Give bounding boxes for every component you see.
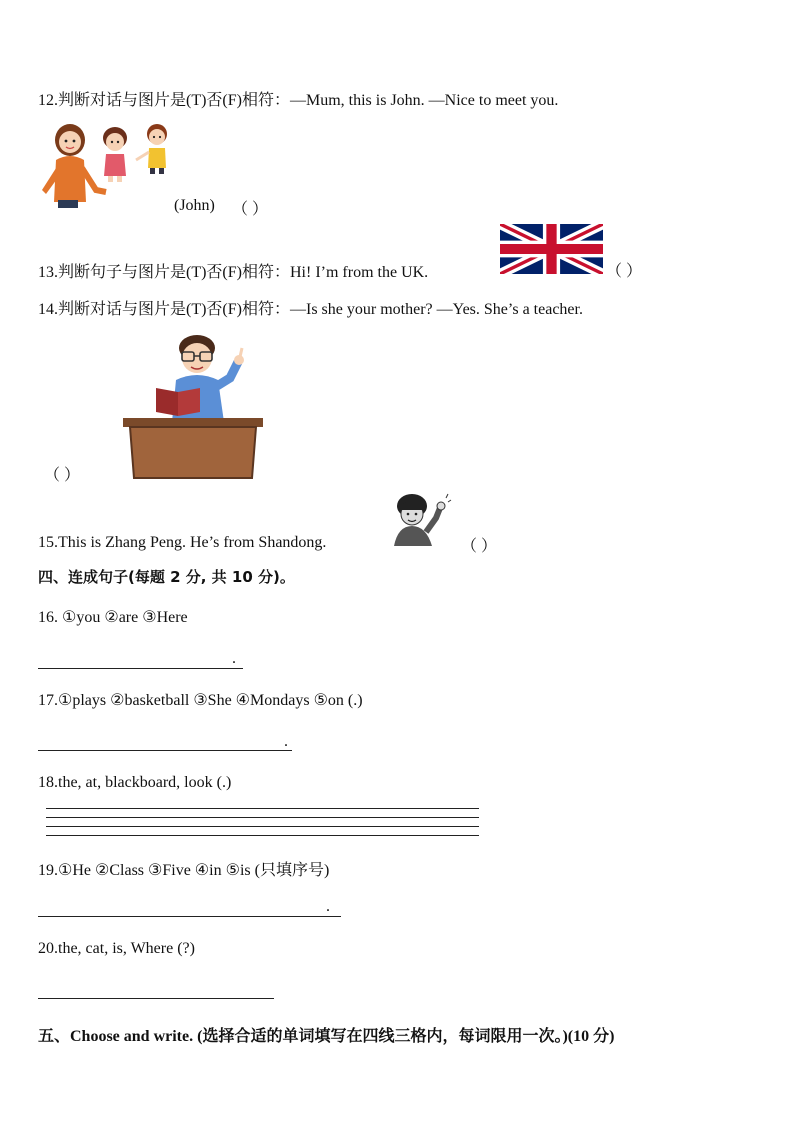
boy-waving-illustration [390,492,452,548]
q12-text: 12.判断对话与图片是(T)否(F)相符：—Mum, this is John. —Nice to meet you. [38,92,559,109]
q12-caption: (John) [174,197,215,214]
q18-text: 18.the, at, blackboard, look (.) [38,774,232,791]
family-illustration [36,120,176,214]
q14-text: 14.判断对话与图片是(T)否(F)相符：—Is she your mother? —Yes. She’s a teacher. [38,301,583,318]
q15-answer-blank[interactable]: （ ） [461,538,498,555]
q17-text: 17.①plays ②basketball ③She ④Mondays ⑤on (.) [38,692,363,709]
q17-answer-line[interactable] [38,750,292,751]
q19-text: 19.①He ②Class ③Five ④in ⑤is (只填序号) [38,862,330,879]
section-4-title: 四、连成句子(每题 2 分, 共 10 分)。 [38,568,295,586]
q19-answer-line[interactable] [38,916,341,917]
q16-text: 16. ①you ②are ③Here [38,609,188,626]
section-5-title: 五、Choose and write. (选择合适的单词填写在四线三格内，每词限用一次。)(10 分) [38,1028,615,1045]
q13-answer-blank[interactable]: （ ） [606,263,643,280]
q16-answer-line[interactable] [38,668,243,669]
q19-period: . [326,898,330,915]
teacher-illustration [120,330,266,480]
q12-answer-blank[interactable]: （ ） [232,201,269,218]
q15-text: 15.This is Zhang Peng. He’s from Shandong. [38,534,327,551]
q13-text: 13.判断句子与图片是(T)否(F)相符：Hi! I’m from the UK. [38,264,429,281]
q20-text: 20.the, cat, is, Where (?) [38,940,195,957]
q14-answer-blank[interactable]: （ ） [44,467,81,484]
q20-answer-line[interactable] [38,998,274,999]
q18-four-line-grid[interactable] [46,808,479,838]
q16-period: . [232,650,236,667]
q17-period: . [284,733,288,750]
uk-flag-image [500,224,603,274]
